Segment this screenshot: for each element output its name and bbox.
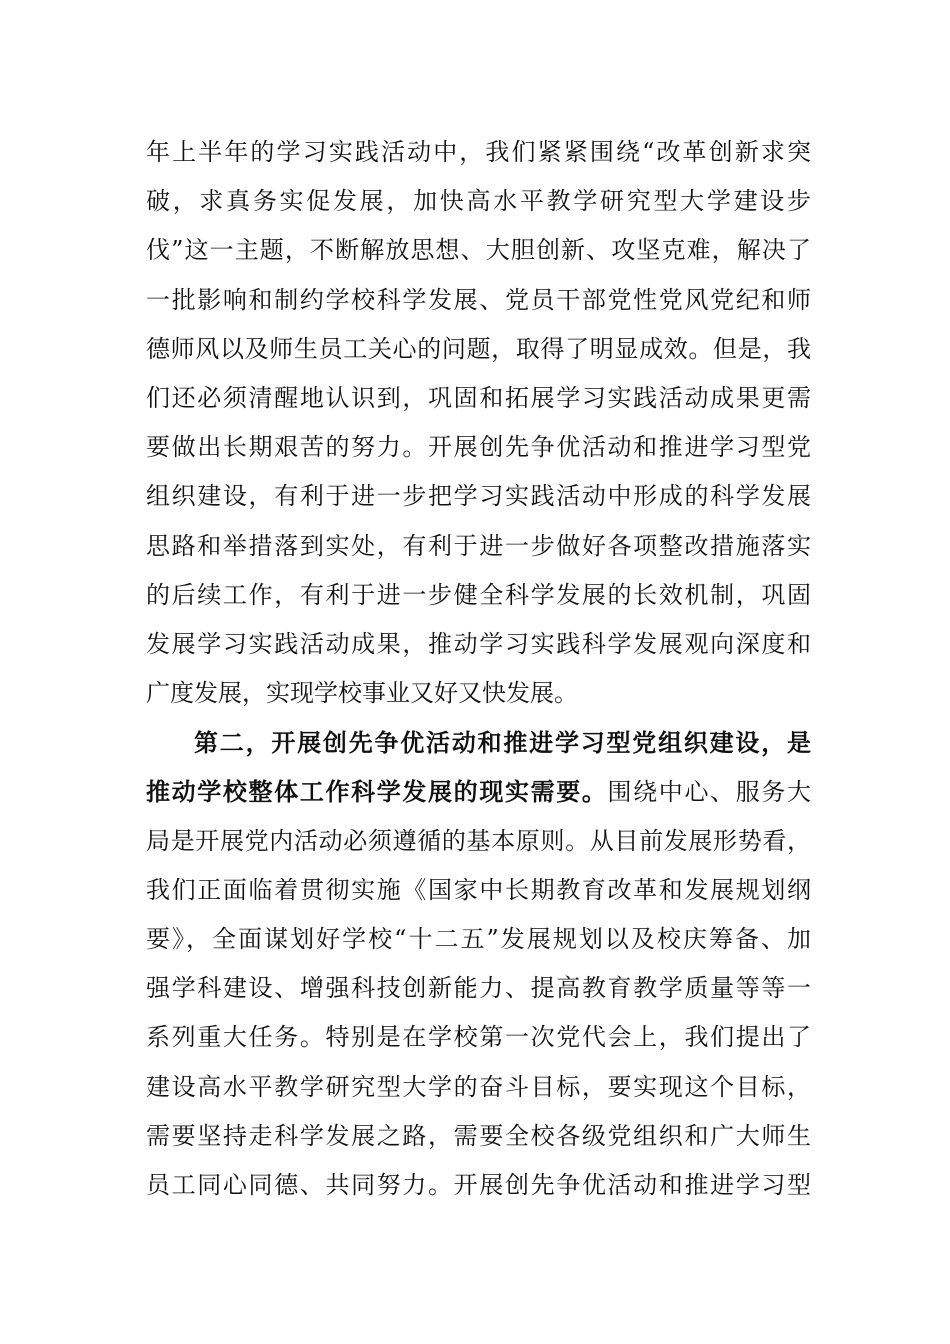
text-line: 的后续工作，有利于进一步健全科学发展的长效机制，巩固 (146, 580, 811, 609)
text-line: 发展学习实践活动成果，推动学习实践科学发展观向深度和 (146, 629, 811, 658)
section-heading-cont: 推动学校整体工作科学发展的现实需要。 (146, 777, 608, 807)
text-line: 要做出长期艰苦的努力。开展创先争优活动和推进学习型党 (146, 433, 811, 462)
text-line: 系列重大任务。特别是在学校第一次党代会上，我们提出了 (146, 1023, 811, 1052)
text-line: 广度发展，实现学校事业又好又快发展。 (146, 679, 578, 708)
section-heading: 第二，开展创先争优活动和推进学习型党组织建设，是 (194, 728, 811, 758)
text-line: 强学科建设、增强科技创新能力、提高教育教学质量等等一 (146, 974, 811, 1003)
text-line: 德师风以及师生员工关心的问题，取得了明显成效。但是，我 (146, 334, 811, 363)
text-line: 组织建设，有利于进一步把学习实践活动中形成的科学发展 (146, 482, 811, 511)
text-line: 破，求真务实促发展，加快高水平教学研究型大学建设步 (146, 187, 811, 216)
text-line: 需要坚持走科学发展之路，需要全校各级党组织和广大师生 (146, 1121, 811, 1150)
text-line: 我们正面临着贯彻实施《国家中长期教育改革和发展规划纲 (146, 875, 811, 904)
text-line: 局是开展党内活动必须遵循的基本原则。从目前发展形势看， (146, 826, 811, 855)
text-line: 员工同心同德、共同努力。开展创先争优活动和推进学习型 (146, 1170, 811, 1199)
text-line: 要》，全面谋划好学校“十二五”发展规划以及校庆筹备、加 (146, 925, 811, 953)
text-line: 年上半年的学习实践活动中，我们紧紧围绕“改革创新求突 (146, 138, 811, 166)
text-line: 思路和举措落到实处，有利于进一步做好各项整改措施落实 (146, 531, 811, 560)
text-line: 一批影响和制约学校科学发展、党员干部党性党风党纪和师 (146, 285, 811, 314)
text-line-mixed (146, 767, 811, 816)
text-line: 们还必须清醒地认识到，巩固和拓展学习实践活动成果更需 (146, 383, 811, 412)
text-run: 围绕中心、服务大 (607, 778, 812, 807)
text-line: 建设高水平教学研究型大学的奋斗目标，要实现这个目标， (146, 1072, 811, 1101)
text-line: 伐”这一主题，不断解放思想、大胆创新、攻坚克难，解决了 (146, 236, 811, 265)
body-text (146, 128, 811, 1210)
